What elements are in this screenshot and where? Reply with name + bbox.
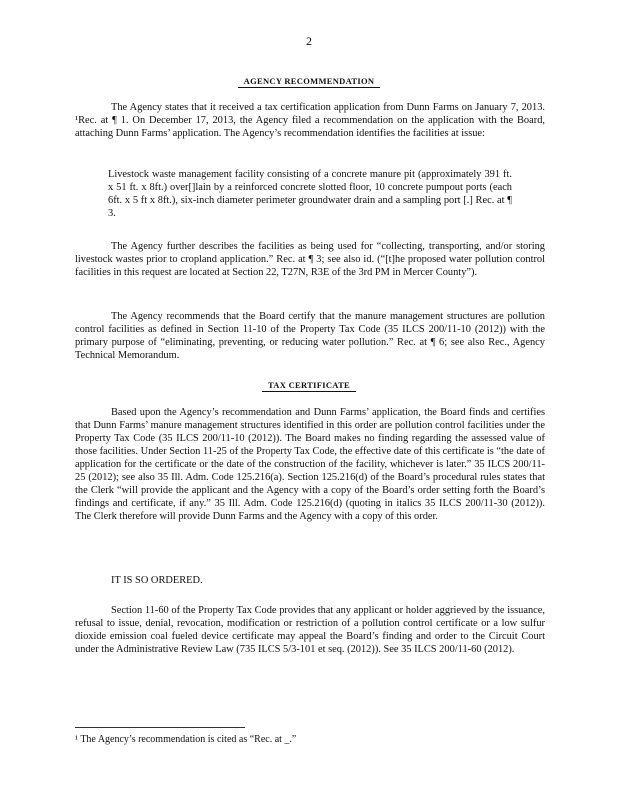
paragraph-board-finding: Based upon the Agency’s recommendation and Dunn Farms’ application, the Board finds and certifies that Dunn Farms’ manure management structures identified in this order are pollution control facilities under the Property Tax Code (35 ILCS 200/11-10 (2012)). The Board makes no finding regarding the assessed value of those facilities. Under Section 11-25 of the Property Tax Code, the effective date of this certificate is “the date of application for the certificate or the date of the construction of the facility, whichever is later.” 35 ILCS 200/11-25 (2012); see also 35 Ill. Adm. Code 125.216(a). Section 125.216(d) of the Board’s procedural rules states that the Clerk “will provide the applicant and the Agency with a copy of the Board’s order setting forth the Board’s findings and certificate, if any.” 35 Ill. Adm. Code 125.216(d) (quoting in italics 35 ILCS 200/11-30 (2012)). The Clerk therefore will provide Dunn Farms and the Agency with a copy of this order.	[75, 407, 545, 522]
paragraph-appeal-rights: Section 11-60 of the Property Tax Code provides that any applicant or holder aggrieved by the issuance, refusal to issue, denial, revocation, modification or restriction of a pollution control certificate or a low sulfur dioxide emission coal fueled device certificate may appeal the Board’s finding and order to the Circuit Court under the Administrative Review Law (735 ILCS 5/3-101 et seq. (2012)). See 35 ILCS 200/11-60 (2012).	[75, 605, 545, 655]
paragraph-agency-recommends: The Agency recommends that the Board certify that the manure management structures are pollution control facilities as defined in Section 11-10 of the Property Tax Code (35 ILCS 200/11-10 (2012)) with the primary purpose of “eliminating, preventing, or reducing water pollution.” Rec. at ¶ 6; see also Rec., Agency Technical Memorandum.	[75, 311, 545, 361]
paragraph-agency-application: The Agency states that it received a tax certification application from Dunn Farms on January 7, 2013. ¹Rec. at ¶ 1. On December 17, 2013, the Agency filed a recommendation on the application with the Board, attaching Dunn Farms’ application. The Agency’s recommendation identifies the facilities at issue:	[75, 102, 545, 139]
heading-tax-certificate-text: TAX CERTIFICATE	[262, 380, 356, 392]
block-quote-facility-description: Livestock waste management facility consisting of a concrete manure pit (approximately 391 ft. x 51 ft. x 8ft.) over[]lain by a reinforced concrete slotted floor, 10 concrete pumpout ports (each 6ft. x 5 ft x 8ft.), six-inch diameter perimeter groundwater drain and a sampling port [.] Rec. at ¶ 3.	[108, 169, 512, 219]
heading-agency-recommendation	[0, 76, 618, 86]
heading-agency-recommendation-text: AGENCY RECOMMENDATION	[238, 76, 381, 88]
footnote: ¹ The Agency’s recommendation is cited as “Rec. at _.”	[75, 734, 297, 745]
page-number: 2	[306, 34, 312, 48]
heading-tax-certificate	[0, 380, 618, 390]
paragraph-facility-use: The Agency further describes the facilities as being used for “collecting, transporting, and/or storing livestock wastes prior to cropland application.” Rec. at ¶ 3; see also id. (“[t]he proposed water pollution control facilities in this request are located at Section 22, T27N, R3E of the 3rd PM in Mercer County”).	[75, 241, 545, 278]
footnote-divider	[75, 727, 245, 728]
order-statement: IT IS SO ORDERED.	[111, 575, 203, 586]
